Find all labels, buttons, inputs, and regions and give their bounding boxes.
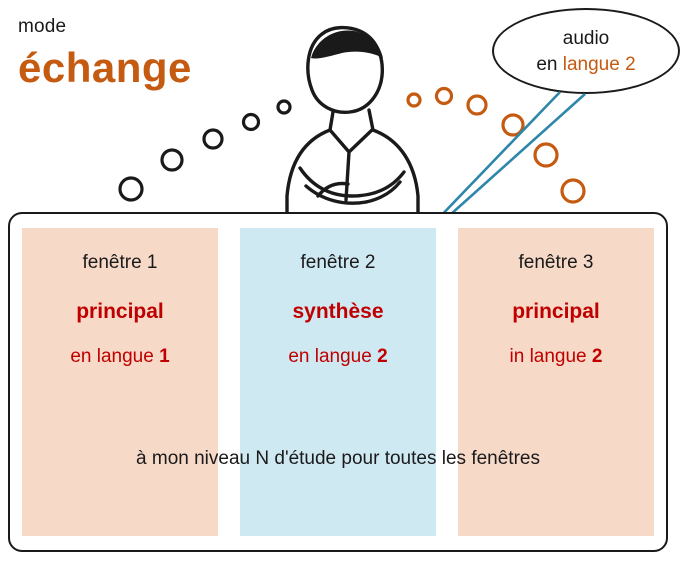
window-2-role: synthèse — [292, 300, 384, 323]
speech-bubble-text — [492, 26, 680, 78]
mode-label: mode — [18, 16, 67, 37]
window-column-1 — [22, 228, 218, 536]
window-1-language-prefix: en langue — [70, 346, 160, 367]
page-title: échange — [18, 44, 192, 91]
bubble-line-1: audio — [562, 28, 610, 49]
bubble-line-2 — [492, 52, 680, 78]
window-3-language-number: 2 — [591, 346, 603, 367]
window-1-role: principal — [76, 300, 164, 323]
person-icon — [287, 28, 418, 214]
bubble-line-2-prefix: en — [536, 54, 563, 75]
window-2-language-prefix: en langue — [288, 346, 378, 367]
speech-dots-left-icon — [120, 101, 290, 200]
window-column-3 — [458, 228, 654, 536]
window-1-language-number: 1 — [159, 346, 170, 367]
speech-dots-right-icon — [408, 89, 584, 203]
bubble-line-2-accent: langue 2 — [562, 54, 636, 75]
window-3-role: principal — [512, 300, 600, 323]
window-2-language — [240, 346, 436, 368]
footer-note: à mon niveau N d'étude pour toutes les fenêtres — [136, 448, 540, 469]
window-3-language — [458, 346, 654, 368]
window-1-language — [22, 346, 218, 368]
window-1-title: fenêtre 1 — [82, 252, 158, 273]
windows-columns — [8, 228, 668, 536]
window-3-title: fenêtre 3 — [518, 252, 594, 273]
window-column-2 — [240, 228, 436, 536]
window-2-title: fenêtre 2 — [300, 252, 376, 273]
window-2-language-number: 2 — [377, 346, 388, 367]
window-3-language-prefix: in langue — [509, 346, 592, 367]
